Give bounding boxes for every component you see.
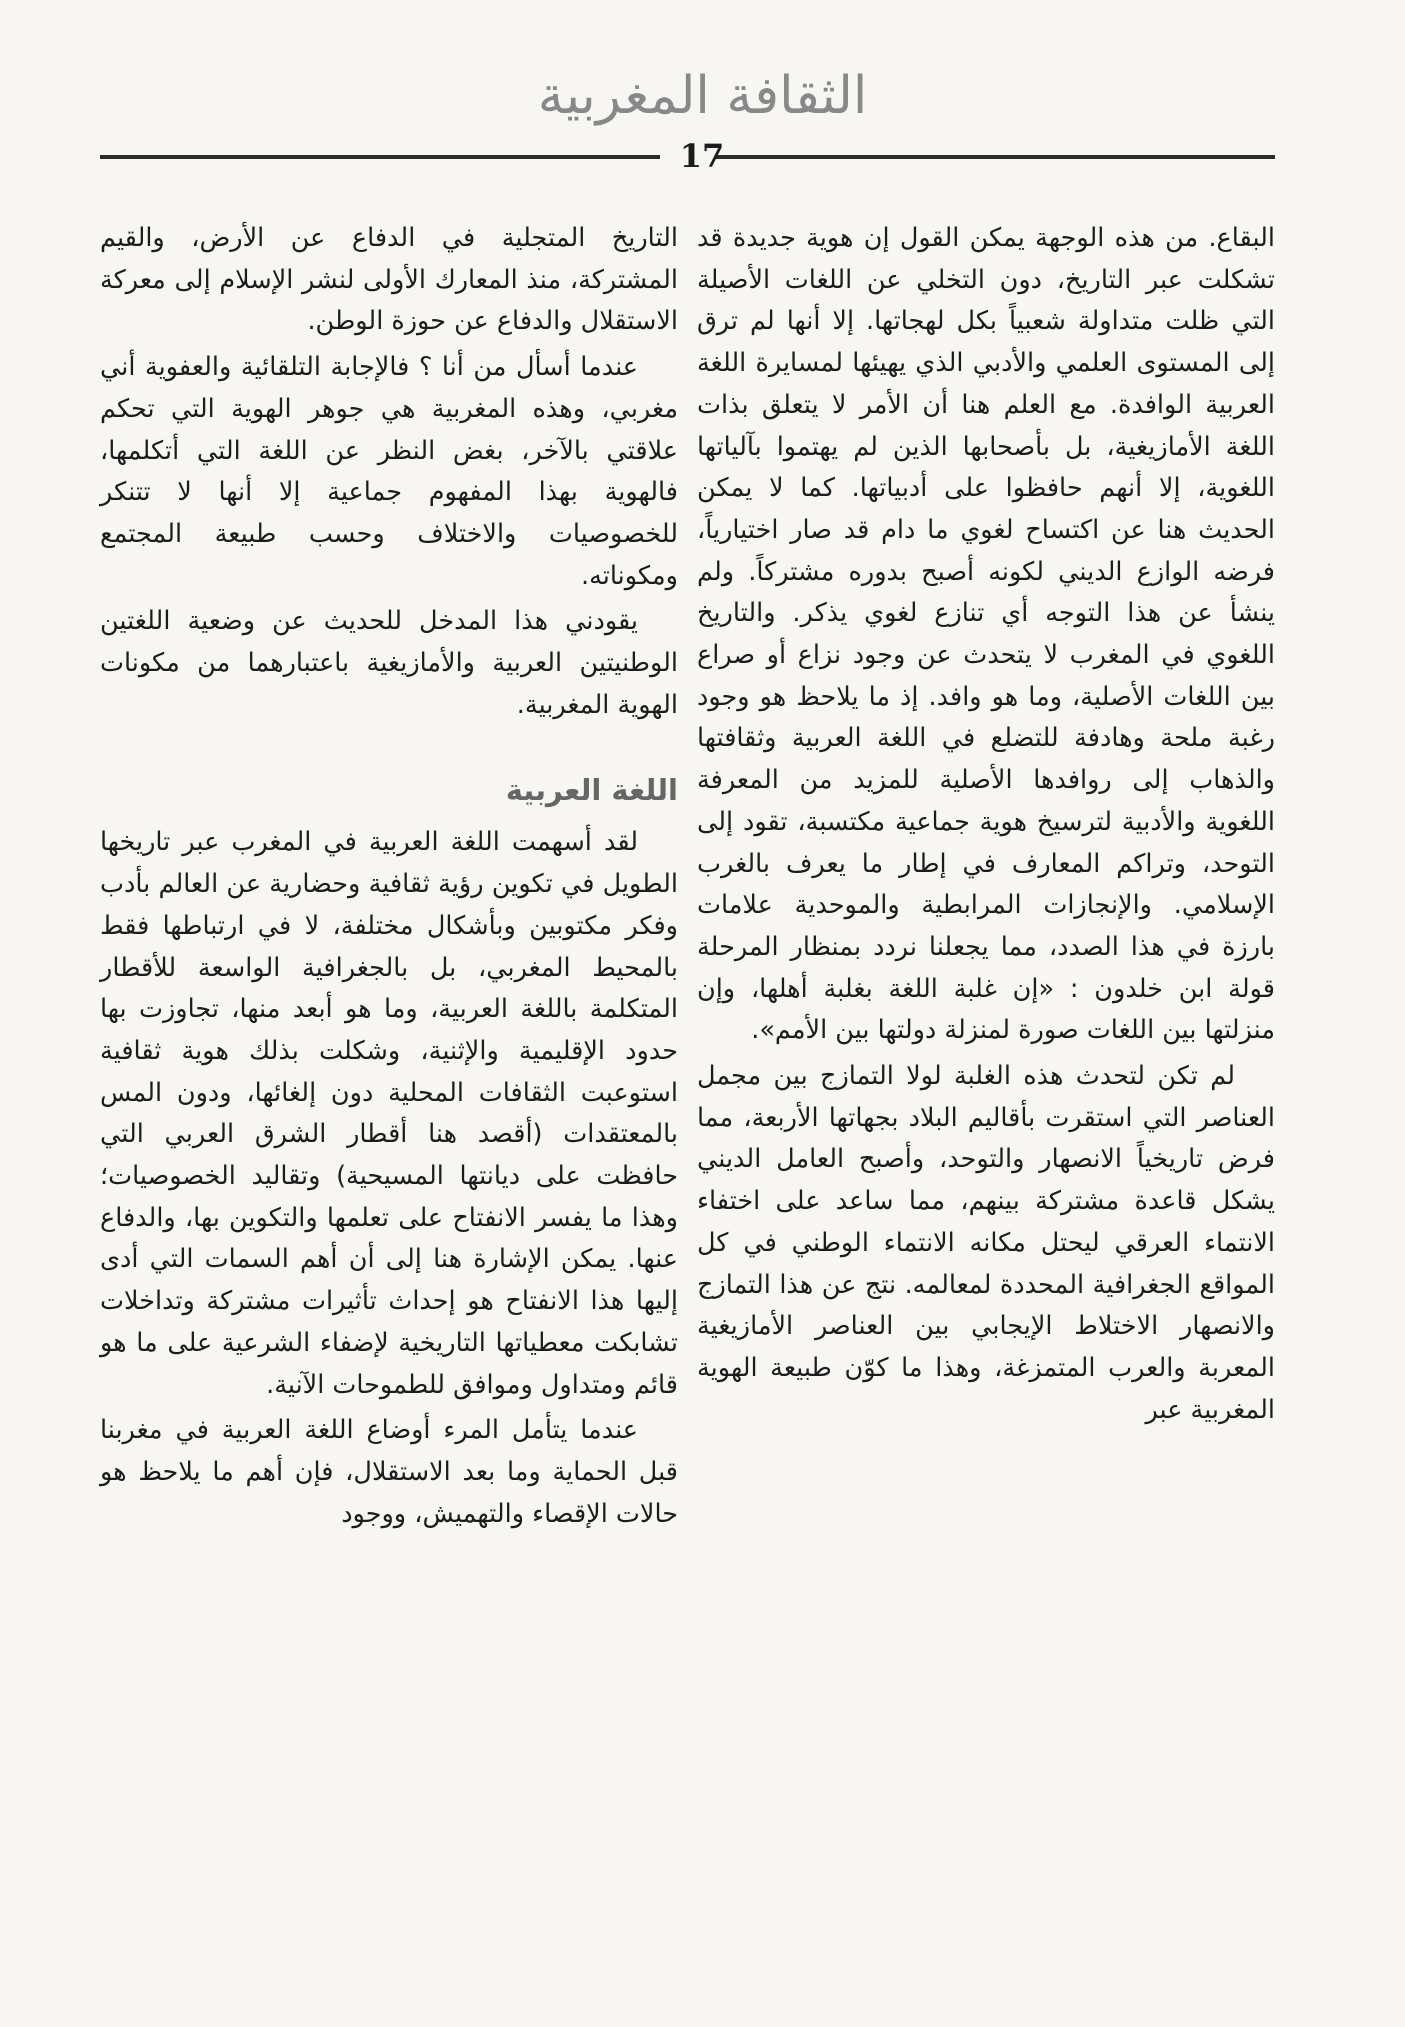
section-heading-arabic-language: اللغة العربية: [505, 773, 678, 808]
page-number: 17: [679, 137, 725, 175]
left-paragraph-5: عندما يتأمل المرء أوضاع اللغة العربية في مغربنا قبل الحماية وما بعد الاستقلال، فإن أهم ما يلاحظ هو حالات الإقصاء والتهميش، ووجود: [100, 1415, 678, 1529]
right-paragraph-2: لم تكن لتحدث هذه الغلبة لولا التمازج بين مجمل العناصر التي استقرت بأقاليم البلاد بجهاتها الأربعة، مما فرض تاريخياً الانصهار والتوحد، وأصبح العامل الديني يشكل قاعدة مشتركة بينهم، مما ساعد على اختفاء الانتماء العرقي ليحتل مكانه الانتماء الوطني في كل المواقع الجغرافية المحددة لمعالمه. نتج عن هذا التمازج والانصهار الاختلاط الإيجابي بين العناصر الأمازيغية المعربة والعرب المتمزغة، وهذا ما كوّن طبيعة الهوية المغربية عبر: [697, 1061, 1275, 1425]
right-paragraph-1: البقاع. من هذه الوجهة يمكن القول إن هوية جديدة قد تشكلت عبر التاريخ، دون التخلي عن اللغات الأصيلة التي ظلت متداولة شعبياً بكل لهجاتها. إلا أنها لم ترق إلى المستوى العلمي والأدبي الذي يهيئها لمسايرة اللغة العربية الوافدة. مع العلم هنا أن الأمر لا يتعلق بذات اللغة الأمازيغية، بل بأصحابها الذين لم يهتموا بآلياتها اللغوية، إلا أنهم حافظوا على أدبياتها. كما لا يمكن الحديث هنا عن اكتساح لغوي ما دام قد صار اختيارياً، فرضه الوازع الديني لكونه أصبح بدوره مشتركاً. ولم ينشأ عن هذا التوجه أي تنازع لغوي يذكر. والتاريخ اللغوي في المغرب لا يتحدث عن وجود نزاع أو صراع بين اللغات الأصلية، وما هو وافد. إذ ما يلاحظ هو وجود رغبة ملحة وهادفة للتضلع في اللغة العربية وثقافتها والذهاب إلى روافدها الأصلية للمزيد من المعرفة اللغوية والأدبية لترسيخ هوية جماعية مكتسبة، تقود إلى التوحد، وتراكم المعارف في إطار ما يعرف بالغرب الإسلامي. والإنجازات المرابطية والموحدية علامات بارزة في هذا الصدد، مما يجعلنا نردد بمنظار المرحلة قولة ابن خلدون : «إن غلبة اللغة بغلبة أهلها، وإن منزلتها بين اللغات صورة لمنزلة دولتها بين الأمم».: [697, 223, 1275, 1046]
header-rule-right: [715, 155, 1275, 159]
left-paragraph-2: عندما أسأل من أنا ؟ فالإجابة التلقائية والعفوية أني مغربي، وهذه المغربية هي جوهر الهوية التي تحكم علاقتي بالآخر، بغض النظر عن اللغة التي أتكلمها، فالهوية بهذا المفهوم جماعية إلا أنها لا تتنكر للخصوصيات والاختلاف وحسب طبيعة المجتمع ومكوناته.: [100, 352, 678, 591]
left-paragraph-4: لقد أسهمت اللغة العربية في المغرب عبر تاريخها الطويل في تكوين رؤية ثقافية وحضارية عن العالم بأدب وفكر مكتوبين وبأشكال مختلفة، لا في ارتباطها فقط بالمحيط المغربي، بل بالجغرافية الواسعة للأقطار المتكلمة باللغة العربية، وما هو أبعد منها، تجاوزت بها حدود الإقليمية والإثنية، وشكلت بذلك هوية ثقافية استوعبت الثقافات المحلية دون إلغائها، ودون المس بالمعتقدات (أقصد هنا أقطار الشرق العربي التي حافظت على ديانتها المسيحية) وتقاليد الخصوصيات؛ وهذا ما يفسر الانفتاح على تعلمها والتكوين بها، والدفاع عنها. يمكن الإشارة هنا إلى أن أهم السمات التي أدى إليها هذا الانفتاح هو إحداث تأثيرات مشتركة وتداخلات تشابكت معطياتها التاريخية لإضفاء الشرعية على ما هو قائم ومتداول وموافق للطموحات الآنية.: [100, 827, 678, 1400]
left-paragraph-1: التاريخ المتجلية في الدفاع عن الأرض، والقيم المشتركة، منذ المعارك الأولى لنشر الإسلام إلى معركة الاستقلال والدفاع عن حوزة الوطن.: [100, 223, 678, 337]
right-column: [697, 218, 1275, 1431]
left-paragraph-3: يقودني هذا المدخل للحديث عن وضعية اللغتين الوطنيتين العربية والأمازيغية باعتبارهما من مكونات الهوية المغربية.: [100, 606, 678, 720]
header-rule-left: [100, 155, 660, 159]
journal-title: الثقافة المغربية: [537, 66, 868, 126]
left-column: [100, 218, 678, 1535]
